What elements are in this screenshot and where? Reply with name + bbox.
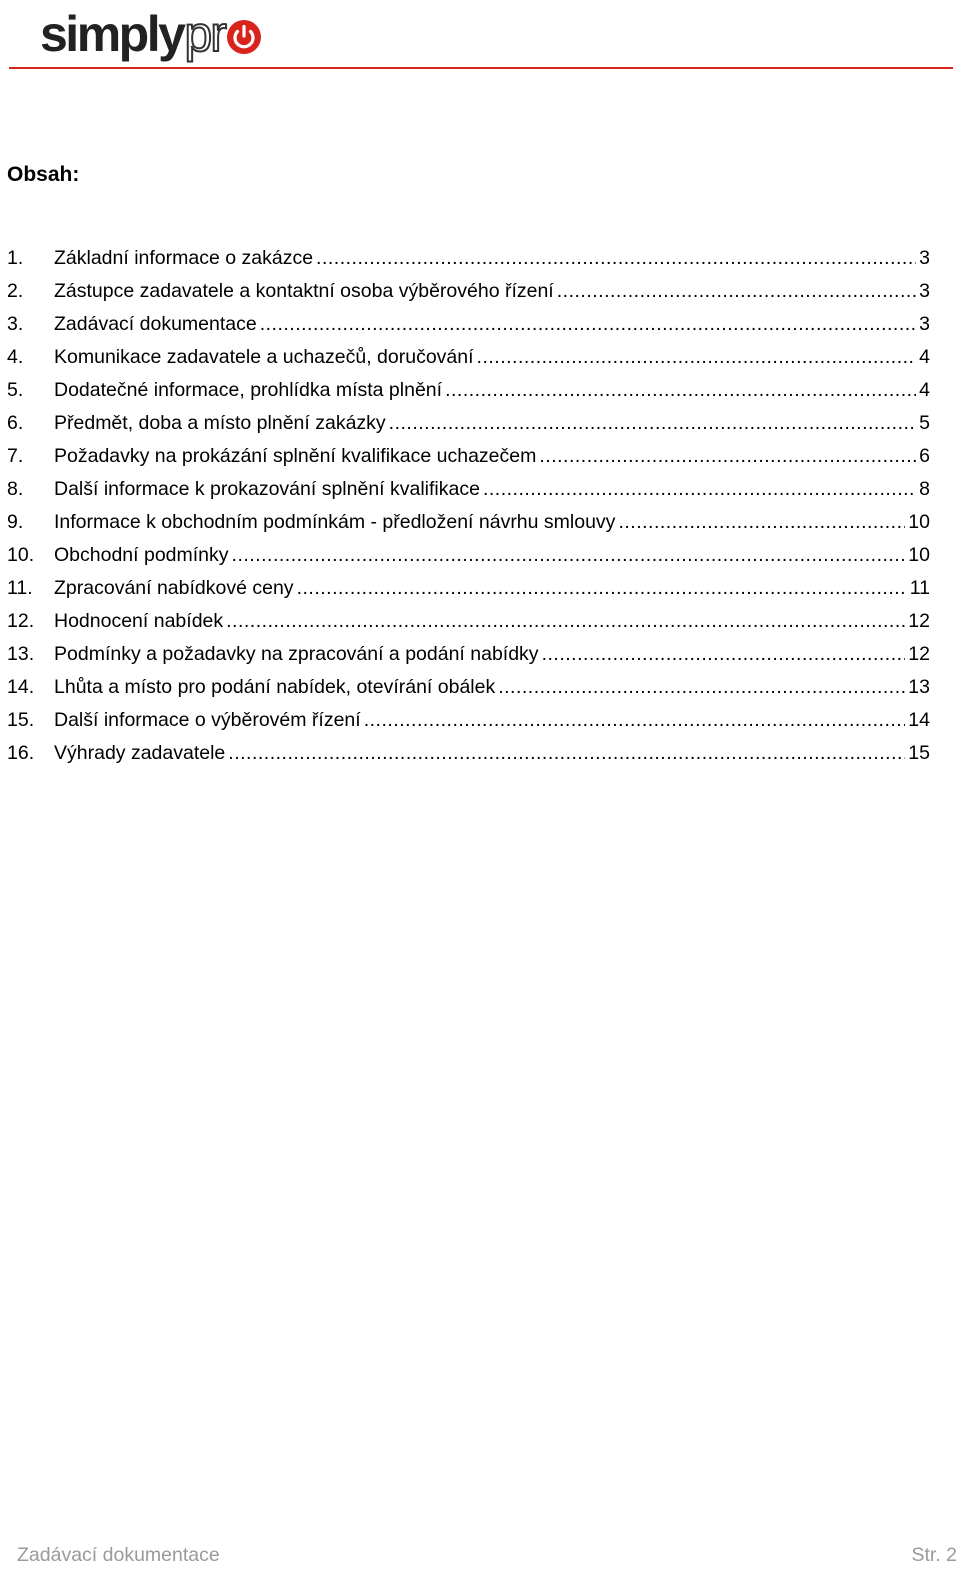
page-footer — [17, 1541, 957, 1569]
toc-entry-number: 15. — [7, 709, 35, 731]
toc-dot-leader — [557, 275, 916, 308]
toc-entry-title: Zástupce zadavatele a kontaktní osoba výběrového řízení — [54, 280, 554, 302]
toc-entry-number: 5. — [7, 379, 24, 401]
toc-dot-leader — [498, 671, 905, 704]
toc-entry-title: Základní informace o zakázce — [54, 247, 314, 269]
toc-entry-number: 1. — [7, 247, 24, 269]
toc-entry[interactable] — [7, 704, 930, 737]
toc-entry-title: Požadavky na prokázání splnění kvalifikace uchazečem — [54, 445, 537, 467]
toc-entry[interactable] — [7, 440, 930, 473]
toc-entry-number: 3. — [7, 313, 24, 335]
toc-entry-page: 11 — [909, 577, 930, 599]
toc-entry-number: 8. — [7, 478, 24, 500]
logo-wordmark-pr: pr — [184, 6, 225, 62]
toc-entry-title: Další informace k prokazování splnění kvalifikace — [54, 478, 480, 500]
toc-entry-title: Komunikace zadavatele a uchazečů, doručování — [54, 346, 474, 368]
logo-wordmark-simply: simply — [40, 6, 184, 62]
toc-entry-title: Zadávací dokumentace — [54, 313, 257, 335]
toc-entry-title: Zpracování nabídkové ceny — [54, 577, 294, 599]
toc-dot-leader — [445, 374, 916, 407]
toc-entry-number: 10. — [7, 544, 35, 566]
toc-entry-page: 13 — [908, 676, 930, 698]
toc-entry[interactable] — [7, 506, 930, 539]
toc-entry-number: 13. — [7, 643, 35, 665]
toc-dot-leader — [542, 638, 906, 671]
toc-entry[interactable] — [7, 341, 930, 374]
toc-dot-leader — [228, 737, 905, 770]
toc-entry[interactable] — [7, 374, 930, 407]
toc-entry[interactable] — [7, 605, 930, 638]
toc-entry[interactable] — [7, 671, 930, 704]
toc-entry-page: 4 — [919, 379, 930, 401]
toc-entry-page: 4 — [919, 346, 930, 368]
toc-entry[interactable] — [7, 539, 930, 572]
toc-entry-title: Další informace o výběrovém řízení — [54, 709, 361, 731]
toc-entry-page: 8 — [919, 478, 930, 500]
toc-dot-leader — [618, 506, 905, 539]
toc-entry-title: Informace k obchodním podmínkám - předložení návrhu smlouvy — [54, 511, 616, 533]
toc-entry-page: 12 — [908, 643, 930, 665]
toc-dot-leader — [477, 341, 917, 374]
toc-dot-leader — [260, 308, 916, 341]
toc-entry-title: Podmínky a požadavky na zpracování a podání nabídky — [54, 643, 539, 665]
toc-entry-page: 5 — [919, 412, 930, 434]
toc-entry[interactable] — [7, 473, 930, 506]
power-icon — [226, 19, 262, 55]
toc-entry[interactable] — [7, 638, 930, 671]
toc-entry-number: 4. — [7, 346, 24, 368]
toc-entry-title: Hodnocení nabídek — [54, 610, 224, 632]
toc-dot-leader — [389, 407, 916, 440]
toc-entry-page: 15 — [908, 742, 930, 764]
toc-dot-leader — [232, 539, 906, 572]
toc-entry-number: 2. — [7, 280, 24, 302]
toc-entry-number: 6. — [7, 412, 24, 434]
toc-entry[interactable] — [7, 407, 930, 440]
toc-entry-page: 10 — [908, 544, 930, 566]
toc-dot-leader — [539, 440, 916, 473]
toc-entry[interactable] — [7, 242, 930, 275]
toc-entry-page: 3 — [919, 247, 930, 269]
toc-dot-leader — [226, 605, 905, 638]
toc-heading: Obsah: — [7, 163, 80, 186]
toc-entry-page: 12 — [908, 610, 930, 632]
toc-entry-page: 14 — [908, 709, 930, 731]
toc-entry-title: Výhrady zadavatele — [54, 742, 226, 764]
toc-entry-title: Lhůta a místo pro podání nabídek, otevírání obálek — [54, 676, 496, 698]
toc-dot-leader — [483, 473, 916, 506]
toc-dot-leader — [364, 704, 906, 737]
footer-page-number: Str. 2 — [911, 1544, 957, 1566]
toc-entry-number: 7. — [7, 445, 24, 467]
toc-entry-page: 10 — [908, 511, 930, 533]
toc-dot-leader — [297, 572, 907, 605]
simplypro-logo — [40, 4, 262, 64]
toc-entry[interactable] — [7, 572, 930, 605]
toc-entry-title: Obchodní podmínky — [54, 544, 229, 566]
toc-entry-title: Dodatečné informace, prohlídka místa plnění — [54, 379, 443, 401]
toc-entry-number: 9. — [7, 511, 24, 533]
toc-entry-page: 3 — [919, 313, 930, 335]
toc-dot-leader — [316, 242, 916, 275]
toc-entry-number: 12. — [7, 610, 35, 632]
toc-entry-number: 14. — [7, 676, 35, 698]
header-divider — [9, 67, 953, 69]
toc-entry[interactable] — [7, 737, 930, 770]
footer-document-title: Zadávací dokumentace — [17, 1544, 220, 1566]
toc-entry-page: 6 — [919, 445, 930, 467]
toc-entry[interactable] — [7, 308, 930, 341]
toc-entry[interactable] — [7, 275, 930, 308]
toc-entry-title: Předmět, doba a místo plnění zakázky — [54, 412, 386, 434]
table-of-contents — [7, 242, 930, 770]
toc-entry-page: 3 — [919, 280, 930, 302]
toc-entry-number: 16. — [7, 742, 35, 764]
toc-entry-number: 11. — [7, 577, 33, 599]
